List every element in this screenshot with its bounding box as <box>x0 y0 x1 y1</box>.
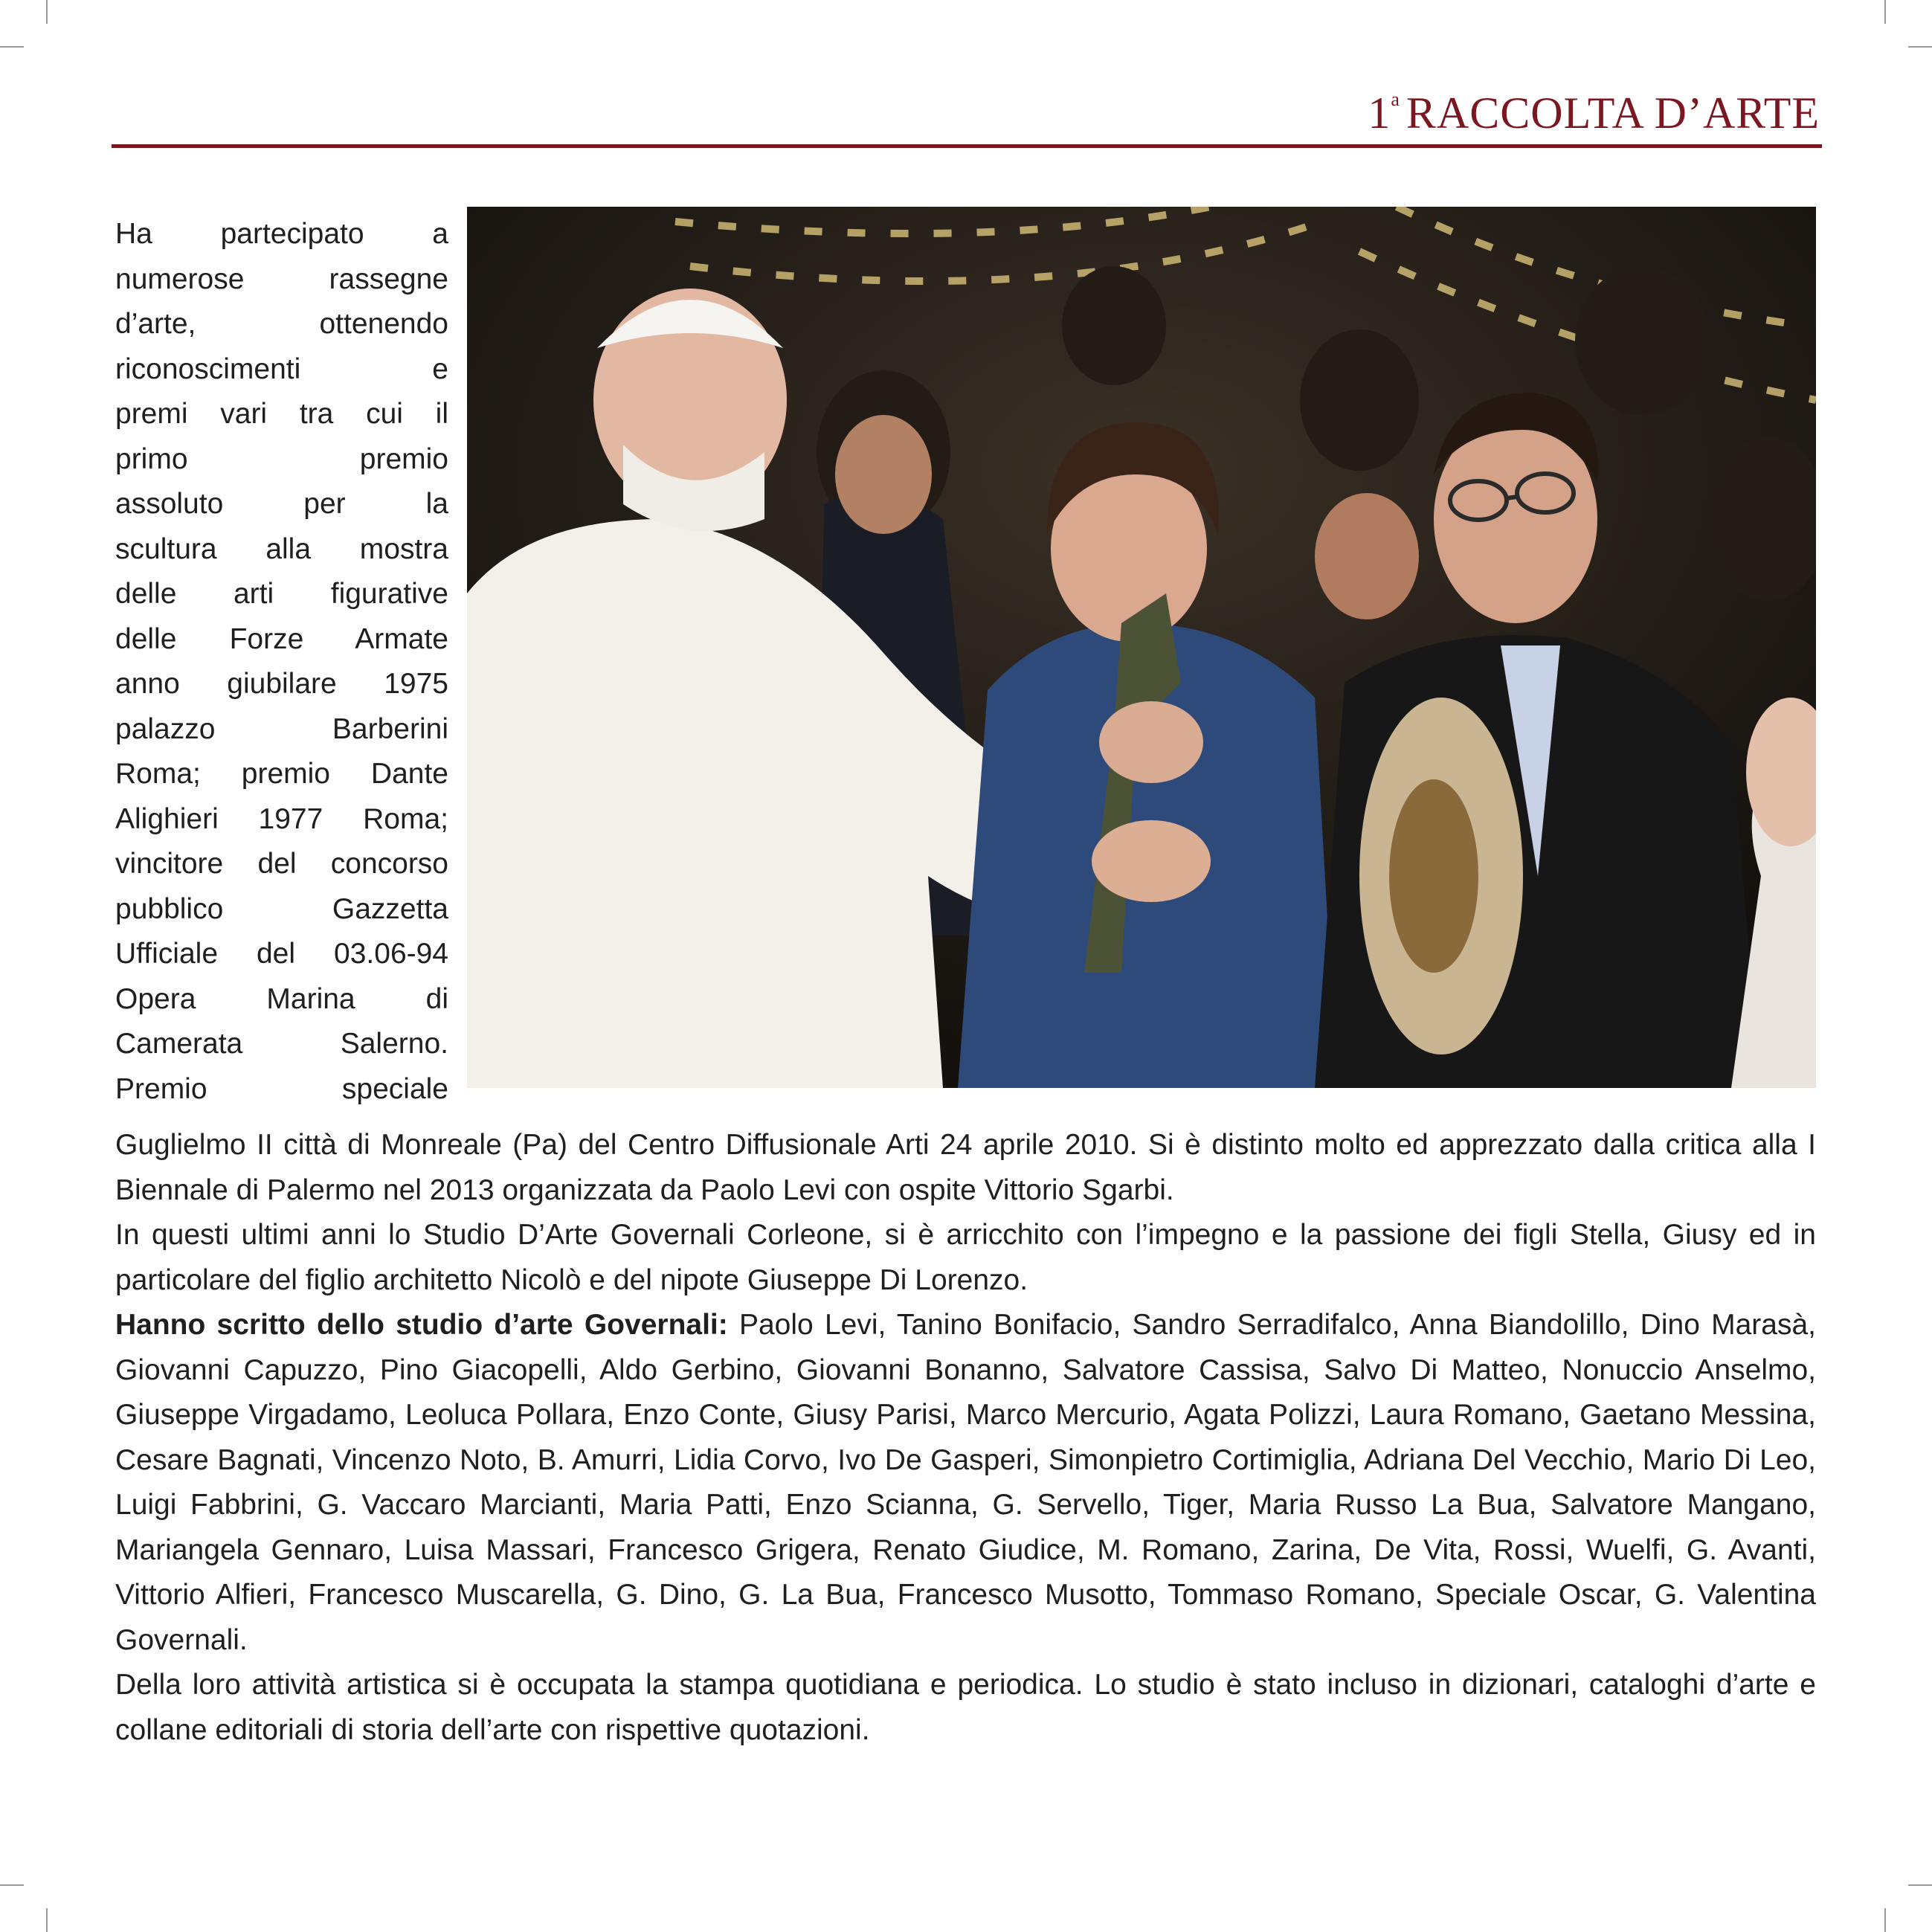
critics-list: Paolo Levi, Tanino Bonifacio, Sandro Serradifalco, Anna Biandolillo, Dino Marasà, Giovanni Capuzzo, Pino Giacopelli, Aldo Gerbino, Giovanni Bonanno, Salvatore Cassisa, Salvo Di Matteo, Nonuccio Anselmo, Giuseppe Virgadamo, Leoluca Pollara, Enzo Conte, Giusy Parisi, Marco Mercurio, Agata Polizzi, Laura Romano, Gaetano Messina, Cesare Bagnati, Vincenzo Noto, B. Amurri, Lidia Corvo, Ivo De Gasperi, Simonpietro Cortimiglia, Adriana Del Vecchio, Mario Di Leo, Luigi Fabbrini, G. Vaccaro Marcianti, Maria Patti, Enzo Scianna, G. Servello, Tiger, Maria Russo La Bua, Salvatore Mangano, Mariangela Gennaro, Luisa Massari, Francesco Grigera, Renato Giudice, M. Romano, Zarina, De Vita, Rossi, Wuelfi, G. Avanti, Vittorio Alfieri, Francesco Muscarella, G. Dino, G. La Bua, Francesco Musotto, Tommaso Romano, Speciale Oscar, G. Valentina Governali. <box>115 1309 1816 1656</box>
column-line: palazzo Barberini <box>115 712 448 745</box>
paragraph-press: Della loro attività artistica si è occupata la stampa quotidiana e periodica. Lo studio è stato incluso in dizionari, cataloghi d’arte e collane editoriali di storia dell’arte con rispettive quotazioni. <box>115 1669 1816 1746</box>
column-line: Ufficiale del 03.06-94 <box>115 938 448 970</box>
column-line: Ha partecipato a <box>115 218 448 250</box>
crop-mark <box>46 0 48 24</box>
crop-mark <box>1884 0 1886 24</box>
column-line: anno giubilare 1975 <box>115 668 448 700</box>
column-line: Premio speciale <box>115 1072 448 1105</box>
column-line: Opera Marina di <box>115 982 448 1015</box>
body-text <box>115 1123 1816 1753</box>
header-ordinal-suffix: a <box>1391 88 1400 110</box>
column-line: premi vari tra cui il <box>115 398 448 430</box>
critics-label: Hanno scritto dello studio d’arte Governali: <box>115 1309 728 1341</box>
column-line: pubblico Gazzetta <box>115 892 448 925</box>
column-line: d’arte, ottenendo <box>115 308 448 340</box>
crop-mark <box>1884 1908 1886 1932</box>
column-line: assoluto per la <box>115 488 448 520</box>
column-line: Roma; premio Dante <box>115 758 448 790</box>
column-line: scultura alla mostra <box>115 532 448 565</box>
column-line: delle Forze Armate <box>115 622 448 655</box>
column-line: riconoscimenti e <box>115 352 448 385</box>
column-line: primo premio <box>115 442 448 475</box>
photo-illustration <box>467 207 1816 1088</box>
column-line: numerose rassegne <box>115 263 448 295</box>
crop-mark <box>46 1908 48 1932</box>
header-title: RACCOLTA D’ARTE <box>1405 88 1820 138</box>
header-ordinal: 1 <box>1368 88 1391 138</box>
column-line: Camerata Salerno. <box>115 1028 448 1060</box>
header-rule <box>112 144 1822 148</box>
crop-mark <box>0 46 24 48</box>
crop-mark <box>0 1884 24 1886</box>
column-line: delle arti figurative <box>115 578 448 610</box>
page-header <box>1368 88 1820 139</box>
column-line: vincitore del concorso <box>115 848 448 880</box>
ceremony-photo <box>467 207 1816 1088</box>
crop-mark <box>1908 1884 1932 1886</box>
side-text-column <box>115 212 448 1112</box>
paragraph-critics <box>115 1303 1816 1663</box>
paragraph-awards: Guglielmo II città di Monreale (Pa) del Centro Diffusionale Arti 24 aprile 2010. Si è distinto molto ed apprezzato dalla critica alla I Biennale di Palermo nel 2013 organizzata da Paolo Levi con ospite Vittorio Sgarbi. <box>115 1129 1816 1206</box>
column-line: Alighieri 1977 Roma; <box>115 802 448 835</box>
crop-mark <box>1908 46 1932 48</box>
paragraph-studio: In questi ultimi anni lo Studio D’Arte Governali Corleone, si è arricchito con l’impegno e la passione dei figli Stella, Giusy ed in particolare del figlio architetto Nicolò e del nipote Giuseppe Di Lorenzo. <box>115 1219 1816 1296</box>
